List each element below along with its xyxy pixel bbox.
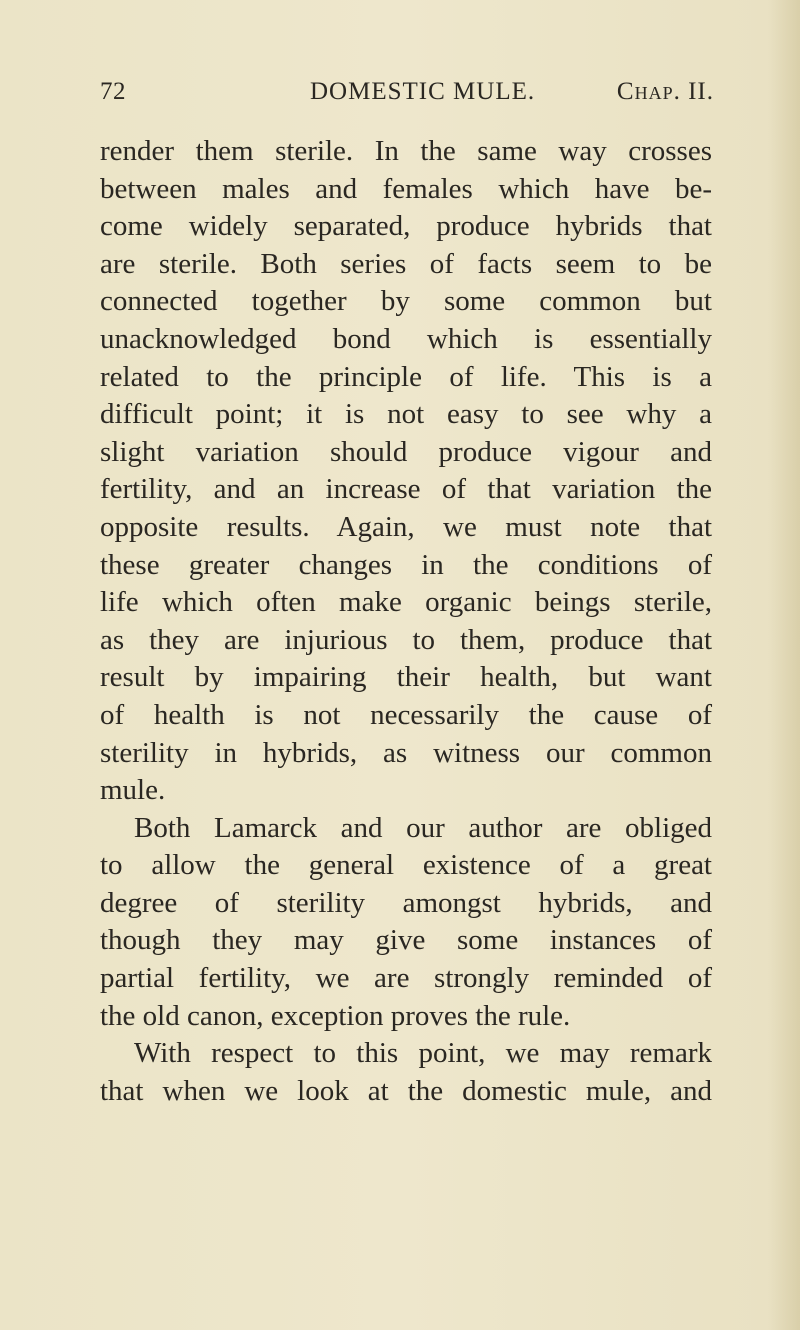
text-line: slight variation should produce vigour and bbox=[100, 435, 712, 468]
text-line: unacknowledged bond which is essentially bbox=[100, 322, 712, 355]
page-header bbox=[100, 78, 714, 108]
text-line: that when we look at the domestic mule, and bbox=[100, 1074, 712, 1107]
text-line: the old canon, exception proves the rule. bbox=[100, 999, 571, 1032]
text-line: related to the principle of life. This is a bbox=[100, 360, 712, 393]
text-line: mule. bbox=[100, 774, 166, 807]
text-line: connected together by some common but bbox=[100, 285, 712, 318]
text-line: sterility in hybrids, as witness our common bbox=[100, 736, 712, 769]
body-text bbox=[100, 133, 712, 1110]
text-line: as they are injurious to them, produce that bbox=[100, 623, 712, 656]
text-line: come widely separated, produce hybrids that bbox=[100, 210, 712, 243]
text-line: render them sterile. In the same way crosses bbox=[100, 135, 712, 167]
text-line: difficult point; it is not easy to see why a bbox=[100, 398, 712, 431]
text-line: these greater changes in the conditions of bbox=[100, 548, 712, 581]
text-line: Both Lamarck and our author are obliged bbox=[134, 811, 712, 844]
text-line: partial fertility, we are strongly reminded of bbox=[100, 962, 712, 995]
text-line: degree of sterility amongst hybrids, and bbox=[100, 886, 712, 919]
text-line: to allow the general existence of a great bbox=[100, 849, 712, 882]
text-line: With respect to this point, we may remark bbox=[134, 1037, 712, 1070]
text-line: opposite results. Again, we must note that bbox=[100, 510, 712, 543]
running-title: DOMESTIC MULE. bbox=[310, 78, 536, 105]
chapter-label: Chap. II. bbox=[616, 78, 714, 105]
text-line: fertility, and an increase of that variation the bbox=[100, 473, 712, 506]
page-number: 72 bbox=[100, 78, 126, 105]
text-line: between males and females which have be- bbox=[100, 172, 712, 205]
text-line: are sterile. Both series of facts seem to be bbox=[100, 247, 712, 280]
text-line: result by impairing their health, but want bbox=[100, 661, 712, 694]
text-line: though they may give some instances of bbox=[100, 924, 712, 957]
text-line: of health is not necessarily the cause of bbox=[100, 698, 712, 731]
text-line: life which often make organic beings sterile, bbox=[100, 586, 712, 619]
